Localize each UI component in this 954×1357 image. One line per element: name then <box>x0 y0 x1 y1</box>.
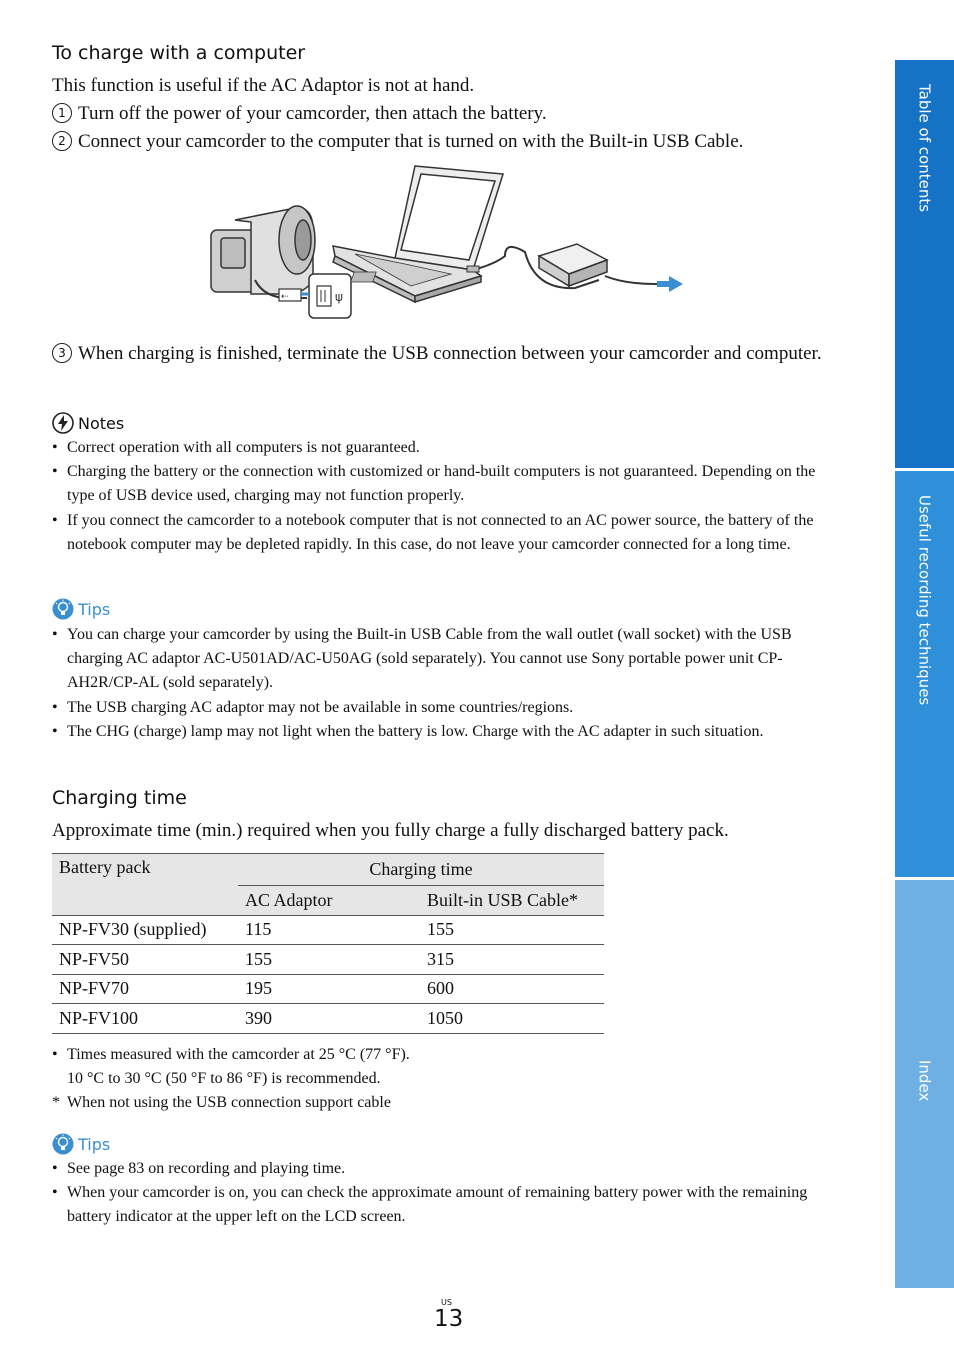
footnote-star: * When not using the USB connection support cable <box>52 1091 842 1115</box>
step-3 <box>52 340 842 368</box>
list-item: • See page 83 on recording and playing time. <box>52 1157 842 1181</box>
list-item: • The CHG (charge) lamp may not light when the battery is low. Charge with the AC adapter in such situation. <box>52 720 842 744</box>
cell-ac: 195 <box>238 974 420 1004</box>
table-row <box>52 1004 604 1034</box>
footnote-times <box>52 1043 842 1091</box>
list-item: • You can charge your camcorder by using the Built-in USB Cable from the wall outlet (wall socket) with the USB charging AC adaptor AC-U501AD/AC-U50AG (sold separately). You cannot use Sony portable power unit CP-AH2R/CP-AL (sold separately). <box>52 623 842 696</box>
list-item: • Correct operation with all computers is not guaranteed. <box>52 436 842 460</box>
notes-label: Notes <box>78 414 125 433</box>
cell-pack: NP-FV70 <box>52 974 238 1004</box>
cell-usb: 315 <box>420 945 604 975</box>
tab-label: Table of contents <box>915 84 934 213</box>
cell-pack: NP-FV50 <box>52 945 238 975</box>
lightbulb-icon <box>52 598 74 620</box>
tips-list <box>52 1157 842 1230</box>
table-row <box>52 915 604 945</box>
section-title-charge-computer: To charge with a computer <box>52 42 306 64</box>
page-region: US <box>441 1298 452 1307</box>
svg-text:⇠: ⇠ <box>281 292 289 302</box>
notes-header <box>52 412 124 434</box>
page-number: 13 <box>434 1306 464 1332</box>
cell-pack: NP-FV30 (supplied) <box>52 915 238 945</box>
col-usb-cable: Built-in USB Cable* <box>420 886 604 916</box>
table-header-row <box>52 854 604 886</box>
step-number: 1 <box>52 103 72 123</box>
camcorder-illustration <box>211 206 315 294</box>
col-battery-pack: Battery pack <box>52 854 238 886</box>
tips-label: Tips <box>78 600 111 619</box>
arrow-right-icon <box>657 276 683 292</box>
tips-header <box>52 1133 110 1155</box>
section-title-charging-time: Charging time <box>52 787 187 809</box>
header-blank <box>52 886 238 916</box>
usb-charging-illustration <box>205 160 695 325</box>
step-number: 2 <box>52 131 72 151</box>
col-ac-adaptor: AC Adaptor <box>238 886 420 916</box>
tab-index[interactable] <box>895 880 954 1288</box>
notes-icon <box>52 412 74 434</box>
tab-label: Index <box>915 1060 934 1102</box>
table-footnotes <box>52 1043 842 1116</box>
lightbulb-icon <box>52 1133 74 1155</box>
cell-pack: NP-FV100 <box>52 1004 238 1034</box>
charging-time-intro: Approximate time (min.) required when you fully charge a fully discharged battery pack. <box>52 820 729 841</box>
cell-usb: 155 <box>420 915 604 945</box>
table-row <box>52 974 604 1004</box>
svg-text:ψ: ψ <box>335 290 343 304</box>
cell-ac: 155 <box>238 945 420 975</box>
notes-list <box>52 436 842 557</box>
tips-list <box>52 623 842 744</box>
list-item: • The USB charging AC adaptor may not be available in some countries/regions. <box>52 696 842 720</box>
list-item: • If you connect the camcorder to a notebook computer that is not connected to an AC power source, the battery of the notebook computer may be depleted rapidly. In this case, do not leave your camcorder connected for a long time. <box>52 509 842 557</box>
step-number: 3 <box>52 343 72 363</box>
tips-label: Tips <box>78 1135 111 1154</box>
list-item: • Charging the battery or the connection with customized or hand-built computers is not guaranteed. Depending on the type of USB device used, charging may not function properly. <box>52 460 842 508</box>
tab-table-of-contents[interactable] <box>895 60 954 468</box>
col-charging-time: Charging time <box>238 854 604 886</box>
table-row <box>52 945 604 975</box>
step-2 <box>52 128 842 156</box>
step-text: Connect your camcorder to the computer that is turned on with the Built-in USB Cable. <box>78 131 744 152</box>
cell-ac: 115 <box>238 915 420 945</box>
tab-label: Useful recording techniques <box>915 495 934 706</box>
charging-time-table <box>52 853 604 1034</box>
laptop-illustration <box>333 166 503 302</box>
cell-usb: 600 <box>420 974 604 1004</box>
cell-usb: 1050 <box>420 1004 604 1034</box>
table-subheader-row <box>52 886 604 916</box>
footnote-line: Times measured with the camcorder at 25 °C (77 °F). <box>67 1046 410 1063</box>
step-text: Turn off the power of your camcorder, then attach the battery. <box>78 103 547 124</box>
list-item: • When your camcorder is on, you can check the approximate amount of remaining battery power with the remaining battery indicator at the upper left on the LCD screen. <box>52 1181 842 1229</box>
tips-header <box>52 598 110 620</box>
cell-ac: 390 <box>238 1004 420 1034</box>
tab-useful-recording-techniques[interactable] <box>895 471 954 877</box>
step-1 <box>52 100 842 128</box>
intro-text: This function is useful if the AC Adaptor is not at hand. <box>52 75 475 96</box>
step-text: When charging is finished, terminate the USB connection between your camcorder and computer. <box>78 343 822 364</box>
footnote-line: 10 °C to 30 °C (50 °F to 86 °F) is recommended. <box>67 1070 381 1088</box>
